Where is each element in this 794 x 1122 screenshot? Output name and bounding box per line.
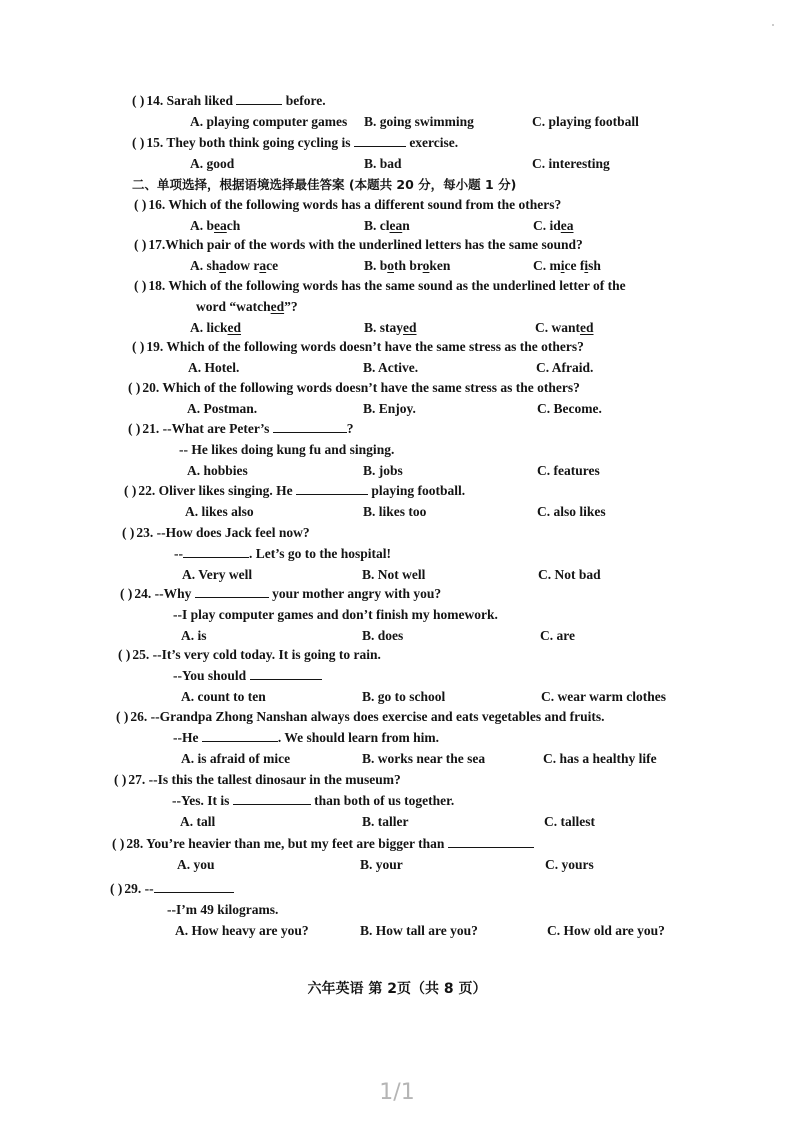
question-number-dot: . xyxy=(155,380,163,395)
question-28 xyxy=(112,835,534,853)
text-run: than both of us together. xyxy=(310,793,455,808)
question-number: 28 xyxy=(126,836,140,851)
question-number: 27 xyxy=(128,772,142,787)
question-16 xyxy=(134,196,561,214)
question-number: 24 xyxy=(134,586,148,601)
question-28-option-c[interactable]: C. yours xyxy=(545,857,594,872)
question-22 xyxy=(124,482,465,500)
underlined-letters: a xyxy=(219,258,227,273)
question-number-dot: . xyxy=(159,135,167,150)
text-run: ch xyxy=(226,218,241,233)
text-run: n xyxy=(402,218,410,233)
question-25-continuation xyxy=(173,667,322,685)
question-14-option-c[interactable]: C. playing football xyxy=(532,114,639,129)
text-run: C. want xyxy=(535,320,581,335)
question-27-option-c[interactable]: C. tallest xyxy=(544,814,595,829)
text-run: Oliver likes singing. He xyxy=(158,483,297,498)
answer-parentheses[interactable]: ( ) xyxy=(114,772,127,787)
text-run: --I play computer games and don’t finish my homework. xyxy=(173,607,498,622)
answer-blank[interactable] xyxy=(354,134,406,147)
text-run: th br xyxy=(394,258,423,273)
text-run: Which of the following words doesn’t have the same stress as the others? xyxy=(166,339,584,354)
question-24-option-c[interactable]: C. are xyxy=(540,628,575,643)
answer-blank[interactable] xyxy=(202,729,278,742)
question-21-option-c[interactable]: C. features xyxy=(537,463,600,478)
question-29-continuation xyxy=(167,901,278,919)
question-16-option-c[interactable] xyxy=(533,217,574,235)
text-run: ce f xyxy=(564,258,585,273)
question-17-option-a[interactable] xyxy=(190,257,278,275)
question-number: 17 xyxy=(148,237,162,252)
question-number-dot: . xyxy=(159,93,167,108)
text-run: . We should learn from him. xyxy=(277,730,440,745)
answer-blank[interactable] xyxy=(296,482,368,495)
answer-blank[interactable] xyxy=(154,880,234,893)
text-run: C. id xyxy=(533,218,561,233)
text-run: --Grandpa Zhong Nanshan always does exercise and eats vegetables and fruits. xyxy=(150,709,605,724)
question-number: 14 xyxy=(146,93,160,108)
underlined-letters: i xyxy=(584,258,589,273)
text-run: exercise. xyxy=(405,135,459,150)
text-run: They both think going cycling is xyxy=(166,135,354,150)
question-number-dot: . xyxy=(151,483,159,498)
text-run: -- xyxy=(144,881,154,896)
question-20-option-a[interactable]: A. Postman. xyxy=(187,401,258,416)
text-run: B. b xyxy=(364,258,388,273)
text-run: A. sh xyxy=(190,258,220,273)
question-21-continuation xyxy=(179,441,394,459)
answer-parentheses[interactable]: ( ) xyxy=(120,586,133,601)
question-number-dot: . xyxy=(145,647,153,662)
question-27-continuation xyxy=(172,792,454,810)
question-19-option-c[interactable]: C. Afraid. xyxy=(536,360,594,375)
underlined-letters: o xyxy=(387,258,395,273)
text-run: --He xyxy=(173,730,202,745)
text-run: --I’m 49 kilograms. xyxy=(167,902,279,917)
text-run: Sarah liked xyxy=(166,93,237,108)
underlined-letters: a xyxy=(259,258,267,273)
question-number: 16 xyxy=(148,197,162,212)
text-run: --What are Peter’s xyxy=(162,421,273,436)
answer-parentheses[interactable]: ( ) xyxy=(124,483,137,498)
question-26-option-b[interactable]: B. works near the sea xyxy=(362,751,486,766)
text-run: B. stay xyxy=(364,320,404,335)
question-29-option-a[interactable]: A. How heavy are you? xyxy=(175,923,309,938)
question-24 xyxy=(120,585,441,603)
question-14-option-a[interactable]: A. playing computer games xyxy=(190,114,348,129)
question-14 xyxy=(132,92,326,110)
underlined-letters: ea xyxy=(560,218,574,233)
question-29-option-b[interactable]: B. How tall are you? xyxy=(360,923,478,938)
answer-parentheses[interactable]: ( ) xyxy=(132,93,145,108)
question-22-option-c[interactable]: C. also likes xyxy=(537,504,606,519)
question-number: 22 xyxy=(138,483,152,498)
question-number: 18 xyxy=(148,278,162,293)
question-15-option-c[interactable]: C. interesting xyxy=(532,156,610,171)
question-14-option-b[interactable]: B. going swimming xyxy=(364,114,474,129)
question-26-continuation xyxy=(173,729,439,747)
question-25 xyxy=(118,646,381,664)
question-24-continuation xyxy=(173,606,498,624)
answer-blank[interactable] xyxy=(273,420,347,433)
question-25-option-b[interactable]: B. go to school xyxy=(362,689,446,704)
question-number-dot: . xyxy=(161,278,169,293)
question-16-option-b[interactable] xyxy=(364,217,410,235)
answer-parentheses[interactable]: ( ) xyxy=(122,525,135,540)
text-run: ken xyxy=(429,258,451,273)
text-run: --It’s very cold today. It is going to rain. xyxy=(152,647,381,662)
question-number: 29 xyxy=(124,881,138,896)
text-run: ”? xyxy=(284,299,298,314)
text-run: C. m xyxy=(533,258,561,273)
text-run: . Let’s go to the hospital! xyxy=(249,546,391,561)
question-23-continuation xyxy=(174,545,391,563)
question-26 xyxy=(116,708,605,726)
question-number-dot: . xyxy=(161,237,166,252)
question-20-option-b[interactable]: B. Enjoy. xyxy=(363,401,416,416)
answer-parentheses[interactable]: ( ) xyxy=(132,135,145,150)
answer-parentheses[interactable]: ( ) xyxy=(134,237,147,252)
question-23-option-c[interactable]: C. Not bad xyxy=(538,567,601,582)
question-number: 19 xyxy=(146,339,160,354)
question-19-option-b[interactable]: B. Active. xyxy=(363,360,419,375)
underlined-letters: ea xyxy=(214,218,227,233)
underlined-letters: ea xyxy=(389,218,403,233)
question-21-option-b[interactable]: B. jobs xyxy=(363,463,403,478)
answer-blank[interactable] xyxy=(250,667,322,680)
question-16-option-a[interactable] xyxy=(190,217,240,235)
text-run: Which of the following words has a different sound from the others? xyxy=(168,197,562,212)
question-25-option-a[interactable]: A. count to ten xyxy=(181,689,266,704)
question-number-dot: . xyxy=(149,525,157,540)
underlined-letters: ed xyxy=(403,320,417,335)
question-21 xyxy=(128,420,353,438)
question-15 xyxy=(132,134,458,152)
text-run: B. cl xyxy=(364,218,390,233)
section-header: 二、单项选择，根据语境选择最佳答案 (本题共 20 分，每小题 1 分) xyxy=(132,177,517,192)
question-number: 23 xyxy=(136,525,150,540)
question-number-dot: . xyxy=(159,339,167,354)
text-run: ? xyxy=(346,421,354,436)
question-19 xyxy=(132,338,584,356)
text-run: --Why xyxy=(154,586,195,601)
text-run: Which of the following words doesn’t have the same stress as the others? xyxy=(162,380,580,395)
question-23 xyxy=(122,524,310,542)
question-26-option-c[interactable]: C. has a healthy life xyxy=(543,751,657,766)
question-number-dot: . xyxy=(155,421,163,436)
answer-blank[interactable] xyxy=(448,835,534,848)
answer-parentheses[interactable]: ( ) xyxy=(128,380,141,395)
question-22-option-b[interactable]: B. likes too xyxy=(363,504,427,519)
question-number-dot: . xyxy=(137,881,145,896)
text-run: -- xyxy=(174,546,183,561)
question-24-option-a[interactable]: A. is xyxy=(181,628,207,643)
text-run: --Is this the tallest dinosaur in the museum? xyxy=(148,772,401,787)
text-run: -- He likes doing kung fu and singing. xyxy=(179,442,395,457)
question-24-option-b[interactable]: B. does xyxy=(362,628,404,643)
question-23-option-b[interactable]: B. Not well xyxy=(362,567,426,582)
text-run: Which of the following words has the same sound as the underlined letter of the xyxy=(168,278,626,293)
question-number-dot: . xyxy=(143,709,151,724)
question-27-option-b[interactable]: B. taller xyxy=(362,814,409,829)
text-run: your mother angry with you? xyxy=(268,586,442,601)
text-run: --Yes. It is xyxy=(172,793,233,808)
question-15-option-b[interactable]: B. bad xyxy=(364,156,402,171)
text-run: A. b xyxy=(190,218,215,233)
text-run: word “watch xyxy=(196,299,271,314)
underlined-letters: ed xyxy=(270,299,285,314)
question-27-option-a[interactable]: A. tall xyxy=(180,814,216,829)
question-number-dot: . xyxy=(161,197,169,212)
text-run: --You should xyxy=(173,668,250,683)
question-18-option-b[interactable] xyxy=(364,319,417,337)
page-footer: 六年英语 第 2页（共 8 页） xyxy=(307,981,487,997)
question-number: 26 xyxy=(130,709,144,724)
question-number-dot: . xyxy=(141,772,149,787)
answer-parentheses[interactable]: ( ) xyxy=(118,647,131,662)
question-26-option-a[interactable]: A. is afraid of mice xyxy=(181,751,291,766)
answer-parentheses[interactable]: ( ) xyxy=(132,339,145,354)
question-number: 25 xyxy=(132,647,146,662)
underlined-letters: ed xyxy=(227,320,242,335)
question-28-option-b[interactable]: B. your xyxy=(360,857,403,872)
question-20-option-c[interactable]: C. Become. xyxy=(537,401,602,416)
question-number-dot: . xyxy=(147,586,155,601)
answer-parentheses[interactable]: ( ) xyxy=(112,836,125,851)
underlined-letters: ed xyxy=(580,320,594,335)
answer-parentheses[interactable]: ( ) xyxy=(134,197,147,212)
page-indicator: 1/1 xyxy=(379,1080,415,1105)
text-run: Which pair of the words with the underlined letters has the same sound? xyxy=(165,237,583,252)
answer-blank[interactable] xyxy=(233,792,311,805)
answer-parentheses[interactable]: ( ) xyxy=(134,278,147,293)
answer-parentheses[interactable]: ( ) xyxy=(116,709,129,724)
answer-blank[interactable] xyxy=(236,92,282,105)
question-15-option-a[interactable]: A. good xyxy=(190,156,235,171)
question-27 xyxy=(114,771,401,789)
text-run: You’re heavier than me, but my feet are bigger than xyxy=(146,836,448,851)
text-run: ce xyxy=(266,258,279,273)
text-run: before. xyxy=(282,93,326,108)
question-25-option-c[interactable]: C. wear warm clothes xyxy=(541,689,666,704)
answer-parentheses[interactable]: ( ) xyxy=(110,881,123,896)
question-22-option-a[interactable]: A. likes also xyxy=(185,504,254,519)
text-run: --How does Jack feel now? xyxy=(156,525,310,540)
question-number: 15 xyxy=(146,135,160,150)
answer-blank[interactable] xyxy=(183,545,249,558)
question-20 xyxy=(128,379,580,397)
question-18-option-a[interactable] xyxy=(190,319,241,337)
question-number: 21 xyxy=(142,421,156,436)
text-run: A. lick xyxy=(190,320,228,335)
question-23-option-a[interactable]: A. Very well xyxy=(182,567,253,582)
text-run: dow r xyxy=(226,258,260,273)
question-18-option-c[interactable] xyxy=(535,319,594,337)
question-29 xyxy=(110,880,234,898)
question-18-continuation xyxy=(196,298,298,316)
scan-speck xyxy=(772,24,774,26)
question-29-option-c[interactable]: C. How old are you? xyxy=(547,923,665,938)
question-19-option-a[interactable]: A. Hotel. xyxy=(188,360,240,375)
question-28-option-a[interactable]: A. you xyxy=(177,857,215,872)
question-17-option-c[interactable] xyxy=(533,257,601,275)
question-17 xyxy=(134,236,583,254)
underlined-letters: o xyxy=(422,258,430,273)
question-number-dot: . xyxy=(139,836,147,851)
text-run: sh xyxy=(588,258,601,273)
question-18 xyxy=(134,277,626,295)
answer-parentheses[interactable]: ( ) xyxy=(128,421,141,436)
text-run: playing football. xyxy=(368,483,466,498)
underlined-letters: i xyxy=(560,258,565,273)
question-number: 20 xyxy=(142,380,156,395)
question-21-option-a[interactable]: A. hobbies xyxy=(187,463,248,478)
question-17-option-b[interactable] xyxy=(364,257,450,275)
answer-blank[interactable] xyxy=(195,585,269,598)
